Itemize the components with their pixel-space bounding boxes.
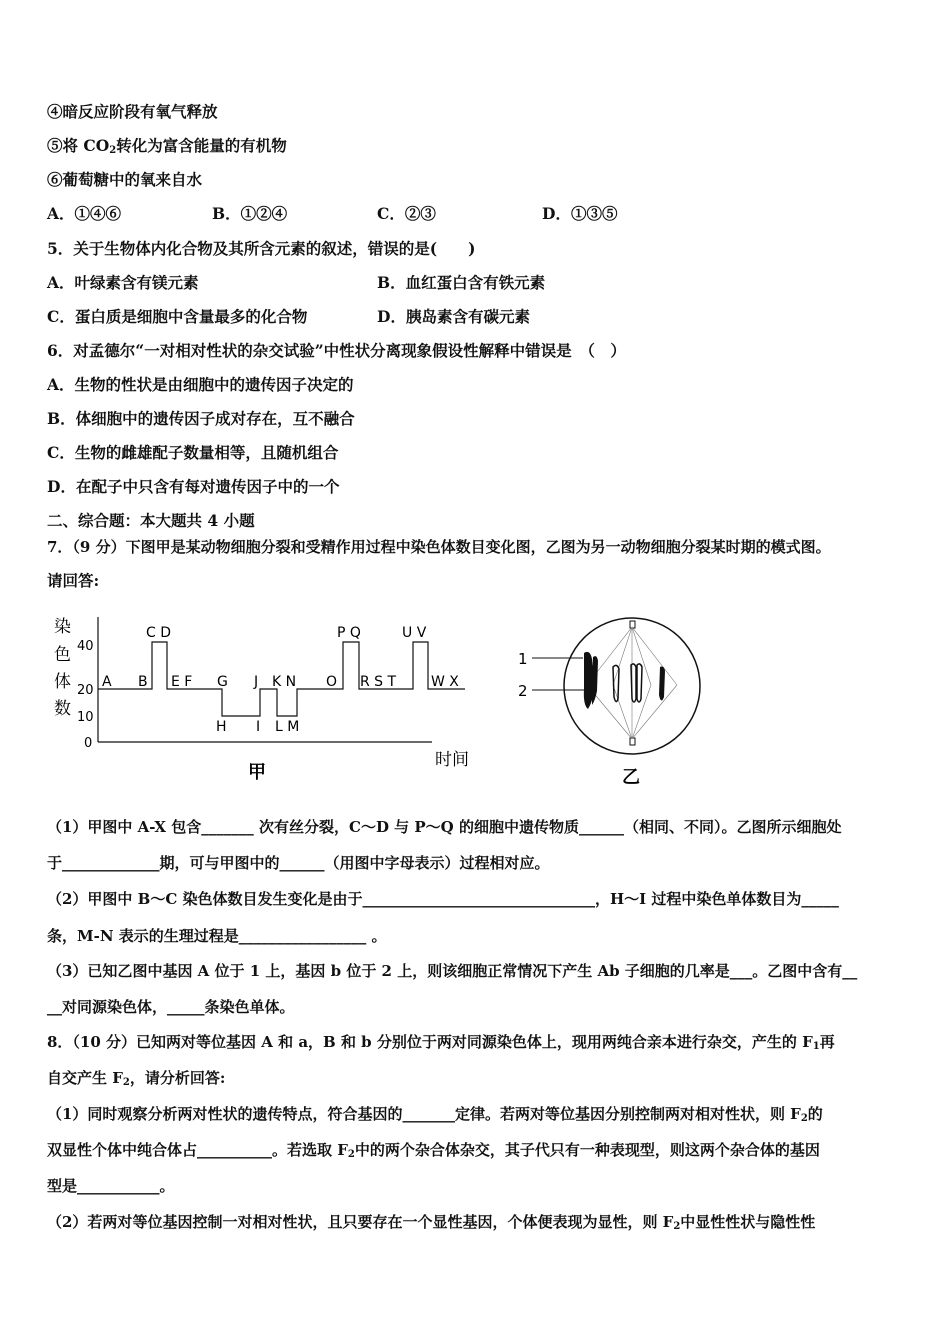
point-label: A — [102, 674, 112, 690]
section-heading: 二、综合题：本大题共 4 小题 — [47, 511, 255, 530]
point-label: E F — [171, 674, 193, 690]
q4-option-a: A．①④⑥ — [47, 204, 122, 223]
caption-yi: 乙 — [622, 767, 640, 788]
y-tick-20: 20 — [77, 683, 94, 698]
q8-part1-line1: （1）同时观察分析两对性状的遗传特点，符合基因的_______定律。若两对等位基因分别控制两对相对性状，则 $F_2$的 — [47, 1105, 823, 1124]
q4-item-4: ④暗反应阶段有氧气释放 — [47, 102, 218, 121]
q7-part3-line1: （3）已知乙图中基因 A 位于 1 上，基因 b 位于 2 上，则该细胞正常情况下产生 Ab 子细胞的几率是___。乙图中含有__ — [47, 962, 858, 980]
q4-item-6: ⑥葡萄糖中的氧来自水 — [47, 170, 203, 189]
point-label: W X — [431, 674, 459, 690]
q6-stem: 6．对孟德尔“一对相对性状的杂交试验”中性状分离现象假设性解释中错误是 （ ） — [47, 341, 626, 360]
point-label: L M — [275, 719, 300, 735]
q5-stem: 5．关于生物体内化合物及其所含元素的叙述，错误的是( ) — [47, 239, 476, 258]
q7-part2-line1: （2）甲图中 B～C 染色体数目发生变化是由于_______________________________，H～I 过程中染色单体数目为_____ — [47, 890, 839, 908]
x-axis-label: 时间 — [435, 750, 469, 770]
q8-part1-line2: 双显性个体中纯合体占__________。若选取 $F_2$中的两个杂合体杂交，其子代只有一种表现型，则这两个杂合体的基因 — [47, 1141, 820, 1160]
cell-label-2: 2 — [518, 682, 528, 700]
graph-jia — [54, 617, 469, 783]
q7-part1-line2: 于_____________期，可与甲图中的______（用图中字母表示）过程相对应。 — [47, 854, 550, 872]
point-label: U V — [402, 625, 427, 641]
q7-part3-line2: __对同源染色体，_____条染色单体。 — [47, 998, 295, 1016]
ylabel-char: 数 — [54, 699, 71, 719]
chromosomes — [584, 652, 665, 709]
cell-diagram-yi — [518, 618, 700, 788]
point-label: P Q — [337, 625, 361, 641]
point-label: J — [254, 674, 259, 690]
ylabel-char: 体 — [54, 672, 71, 692]
q8-part1-line3: 型是___________。 — [47, 1177, 175, 1195]
q4-item-5: ⑤将 $CO_2$转化为富含能量的有机物 — [47, 136, 287, 156]
q5-option-c: C．蛋白质是细胞中含量最多的化合物 — [47, 307, 308, 326]
point-label: H — [216, 719, 227, 735]
q5-option-b: B．血红蛋白含有铁元素 — [377, 273, 546, 292]
y-tick-10: 10 — [77, 710, 94, 725]
q5-option-d: D．胰岛素含有碳元素 — [377, 307, 530, 326]
q4-option-b: B．①②④ — [212, 204, 288, 223]
point-label: O — [326, 674, 338, 690]
point-label: B — [138, 674, 148, 690]
centrosome-bottom — [630, 738, 635, 745]
point-label: G — [217, 674, 228, 690]
q6-option-b: B．体细胞中的遗传因子成对存在，互不融合 — [47, 409, 355, 428]
q7-part2-line2: 条，M-N 表示的生理过程是_________________ 。 — [47, 927, 387, 945]
q4-option-c: C．②③ — [377, 204, 436, 223]
q7-stem-line1: 7．（9 分）下图甲是某动物细胞分裂和受精作用过程中染色体数目变化图，乙图为另一动物细胞分裂某时期的模式图。 — [47, 538, 831, 556]
q7-stem-line2: 请回答: — [47, 571, 100, 590]
centrosome-top — [630, 621, 635, 628]
y-tick-40: 40 — [77, 639, 94, 654]
cell-label-1: 1 — [518, 650, 528, 668]
q5-option-a: A．叶绿素含有镁元素 — [47, 273, 199, 292]
q8-stem-line2: 自交产生 $F_2$，请分析回答: — [47, 1069, 226, 1088]
point-label: C D — [146, 625, 172, 641]
q7-figure — [40, 605, 720, 790]
point-label: K N — [272, 674, 297, 690]
q6-option-c: C．生物的雌雄配子数量相等，且随机组合 — [47, 443, 339, 462]
ylabel-char: 色 — [54, 645, 71, 665]
ylabel-char: 染 — [54, 617, 71, 637]
point-label: I — [256, 719, 261, 735]
q8-stem-line1: 8．（10 分）已知两对等位基因 A 和 a，B 和 b 分别位于两对同源染色体上，现用两纯合亲本进行杂交，产生的 $F_1$再 — [47, 1033, 835, 1052]
q6-option-a: A．生物的性状是由细胞中的遗传因子决定的 — [47, 375, 354, 394]
q8-part2-line1: （2）若两对等位基因控制一对相对性状，且只要存在一个显性基因，个体便表现为显性，则 $F_2$中显性性状与隐性性 — [47, 1213, 816, 1232]
q4-option-d: D．①③⑤ — [542, 204, 618, 223]
q7-part1-line1: （1）甲图中 A-X 包含_______ 次有丝分裂，C～D 与 P～Q 的细胞中遗传物质______（相同、不同）。乙图所示细胞处 — [47, 818, 842, 836]
point-label: R S T — [360, 674, 397, 690]
y-tick-0: 0 — [84, 736, 93, 751]
q6-option-d: D．在配子中只含有每对遗传因子中的一个 — [47, 477, 340, 496]
caption-jia: 甲 — [248, 762, 266, 783]
